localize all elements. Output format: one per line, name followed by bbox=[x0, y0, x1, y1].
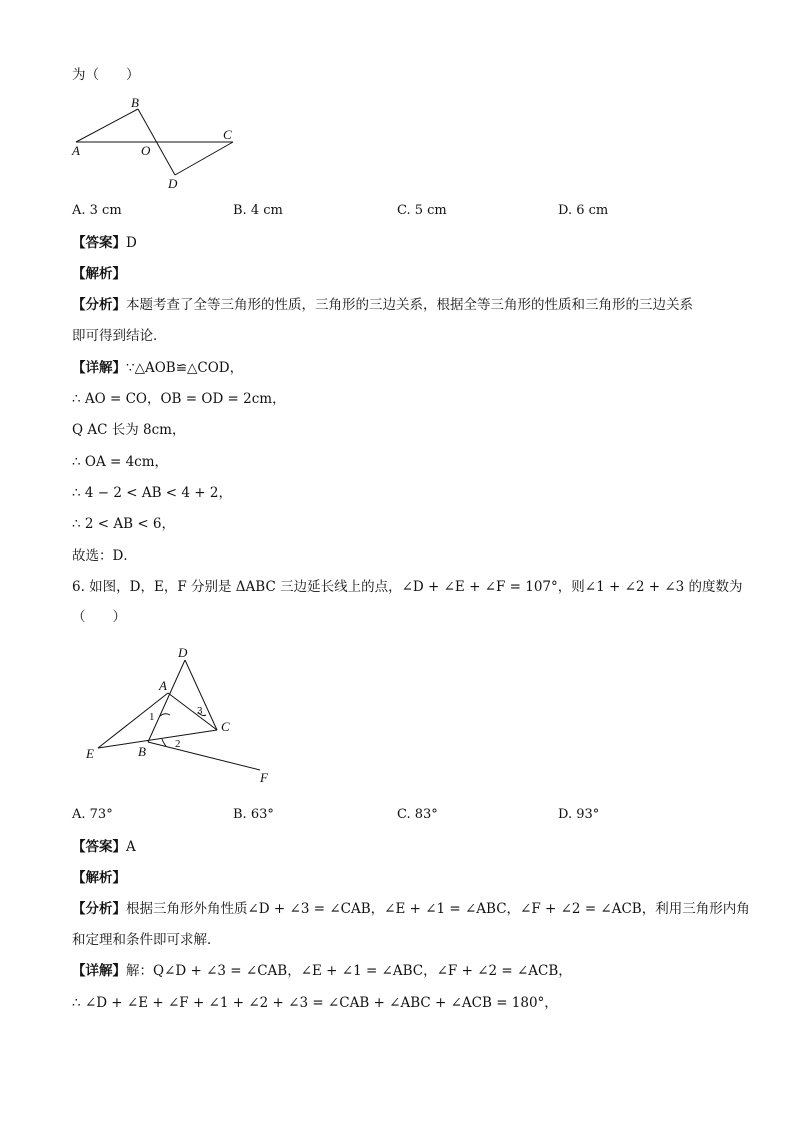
q5-step-5: ∴ 4 − 2 < AB < 4 + 2， bbox=[72, 485, 232, 501]
q6-option-c: C. 83° bbox=[397, 807, 438, 822]
q6-detail-text: 解：Q∠D + ∠3 = ∠CAB，∠E + ∠1 = ∠ABC，∠F + ∠2 = ∠ACB， bbox=[126, 963, 572, 979]
fenxi-tag: 【分析】 bbox=[72, 901, 126, 917]
q6-label-b: B bbox=[138, 744, 146, 759]
q5-fenxi-line-2: 即可得到结论． bbox=[72, 328, 167, 344]
q6-label-angle-2: 2 bbox=[175, 738, 181, 750]
q5-step-6: ∴ 2 < AB < 6， bbox=[72, 516, 176, 532]
detail-tag: 【详解】 bbox=[72, 963, 126, 979]
q5-analysis-tag: 【解析】 bbox=[72, 266, 126, 282]
q6-label-f: F bbox=[260, 770, 268, 785]
q5-fenxi-text-1: 本题考查了全等三角形的性质，三角形的三边关系，根据全等三角形的性质和三角形的三边关系 bbox=[126, 297, 693, 313]
q6-label-angle-1: 1 bbox=[149, 711, 155, 723]
detail-tag: 【详解】 bbox=[72, 360, 126, 376]
q5-stem-tail: 为（ ） bbox=[72, 67, 140, 83]
q5-option-c: C. 5 cm bbox=[397, 203, 447, 218]
q5-option-d: D. 6 cm bbox=[558, 203, 609, 218]
q5-step-7: 故选：D． bbox=[72, 548, 137, 564]
q5-label-c: C bbox=[223, 127, 232, 142]
q5-step-1: ∵△AOB≌△COD， bbox=[126, 360, 244, 376]
q5-label-d: D bbox=[168, 176, 178, 191]
q6-figure bbox=[80, 640, 280, 790]
q6-detail-line bbox=[72, 962, 572, 980]
q6-answer: A bbox=[126, 839, 136, 855]
q5-label-o: O bbox=[141, 143, 151, 158]
q5-label-b: B bbox=[131, 95, 139, 110]
q6-label-d: D bbox=[178, 645, 188, 660]
q5-fenxi-line-1 bbox=[72, 296, 693, 314]
q6-answer-line bbox=[72, 838, 136, 856]
q5-step-2: ∴ AO = CO，OB = OD = 2cm， bbox=[72, 391, 286, 407]
q6-label-a: A bbox=[159, 678, 167, 693]
q6-analysis-tag: 【解析】 bbox=[72, 870, 126, 886]
q6-fenxi-line-2: 和定理和条件即可求解． bbox=[72, 932, 221, 948]
q6-detail-line-2: ∴ ∠D + ∠E + ∠F + ∠1 + ∠2 + ∠3 = ∠CAB + ∠ABC + ∠ACB = 180°， bbox=[72, 995, 558, 1011]
q6-stem-line-2: （ ） bbox=[72, 609, 126, 625]
q6-stem-line-1: 6. 如图，D，E，F 分别是 ΔABC 三边延长线上的点，∠D + ∠E + ∠F = 107°，则∠1 + ∠2 + ∠3 的度数为 bbox=[72, 579, 743, 595]
q5-answer-line bbox=[72, 234, 137, 252]
answer-tag: 【答案】 bbox=[72, 235, 126, 251]
q6-option-a: A. 73° bbox=[72, 807, 113, 822]
q5-detail-line bbox=[72, 359, 243, 377]
q5-step-3: Q AC 长为 8cm， bbox=[72, 422, 186, 438]
q6-option-b: B. 63° bbox=[233, 807, 274, 822]
q6-fenxi-text-1: 根据三角形外角性质∠D + ∠3 = ∠CAB，∠E + ∠1 = ∠ABC，∠F + ∠2 = ∠ACB，利用三角形内角 bbox=[126, 901, 750, 917]
q6-label-c: C bbox=[221, 719, 230, 734]
q6-label-e: E bbox=[86, 746, 94, 761]
q5-label-a: A bbox=[72, 143, 80, 158]
answer-tag: 【答案】 bbox=[72, 839, 126, 855]
q6-fenxi-line-1 bbox=[72, 900, 750, 918]
q5-step-4: ∴ OA = 4cm， bbox=[72, 454, 169, 470]
q5-answer: D bbox=[126, 235, 137, 251]
q5-option-b: B. 4 cm bbox=[233, 203, 283, 218]
q6-label-angle-3: 3 bbox=[197, 705, 203, 717]
q6-option-d: D. 93° bbox=[558, 807, 600, 822]
fenxi-tag: 【分析】 bbox=[72, 297, 126, 313]
q5-option-a: A. 3 cm bbox=[72, 203, 122, 218]
q5-figure bbox=[68, 92, 248, 192]
